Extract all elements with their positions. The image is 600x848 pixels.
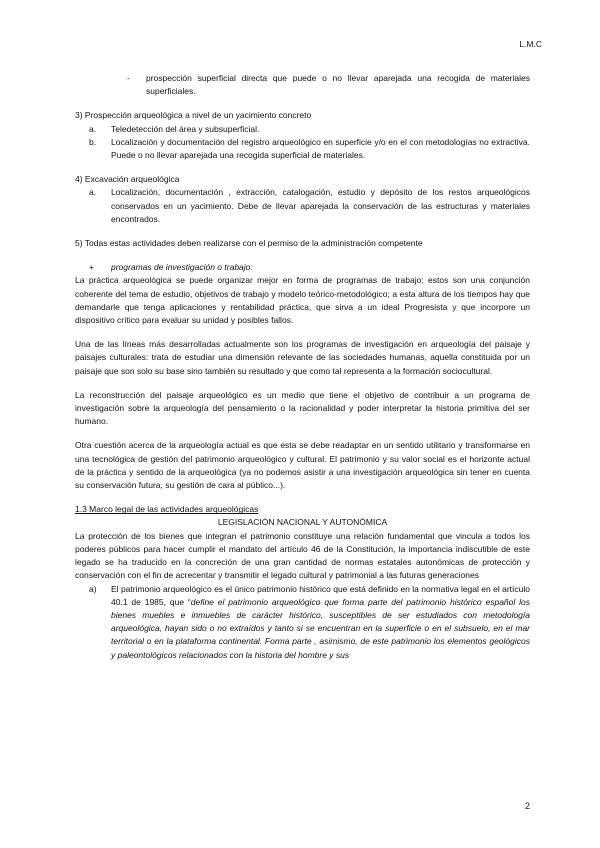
- section-1-3-title: 1.3 Marco legal de las actividades arqueológicas: [75, 504, 259, 515]
- legislation-paragraph: La protección de los bienes que integran el patrimonio constituye una relación fundamental que vincula a todos los poderes públicos para hacer cumplir el mandato del artículo 46 de la Constitución, la importancia indiscutible de este legado se ha traducido en la concreción de una gran cantidad de normas estatales autonómicas de protección y conservación con el fin de acrecentar y transmitir el legado cultural y patrimonial a las futuras generaciones: [75, 530, 530, 581]
- item-a-plain-text: El patrimonio arqueológico es el único patrimonio histórico que está definido en la normativa legal en el artículo 40.1 de 1985, que “: [111, 583, 530, 607]
- list-item-text: prospección superficial directa que puede o no llevar aparejada una recogida de materiales superficiales.: [146, 73, 530, 97]
- list-marker: a): [89, 583, 97, 594]
- list-item-text: Teledetección del área y subsuperficial.: [111, 123, 260, 134]
- list-marker: -: [127, 73, 130, 83]
- programs-heading: [75, 261, 530, 274]
- item-a-quoted-text: define el patrimonio arqueológico que forma parte del patrimonio histórico español los bienes muebles e inmuebles de carácter histórico, susceptibles de ser estudiados con metodología arqueológica, hayan sido o no extraídos y tanto si se encuentran en la superficie o en el subsuelo, en el mar territorial o en la plataforma continental. Forma parte , asimismo, de este patrimonio los elementos geológicos y paleontológicos relacionados con la historia del hombre y sus: [111, 596, 531, 660]
- intro-list-item: [75, 72, 530, 98]
- section3-item-a: [75, 123, 530, 136]
- programs-title: programas de investigación o trabajo:: [111, 262, 253, 273]
- programs-paragraph-4: Otra cuestión acerca de la arqueología actual es que esta se debe readaptar en un sentido utilitario y transformarse en una tecnológica de gestión del patrimonio arqueológico y cultural. El patrimonio y su valor social es el horizonte actual de la práctica y sentido de la arqueológica (ya no podemos asistir a una investigación arqueológica sin tener en cuenta su conservación futura, su gestión de cara al público...).: [75, 440, 530, 491]
- section4-item-a: [75, 186, 530, 226]
- legislation-item-a: [75, 583, 530, 662]
- list-item-text: Localización, documentación , extracción, catalogación, estudio y depósito de los restos arqueológicos conservados en un yacimiento. Debe de llevar aparejada la conservación de las estructuras y materiales encontrados.: [111, 187, 530, 224]
- list-item-text: [111, 583, 530, 662]
- programs-paragraph-1: La práctica arqueológica se puede organizar mejor en forma de programas de trabajo: estos son una conjunción coherente del tema de estudio, objetivos de trabajo y modelo teórico-metodológico; a esta altura de los tiempos hay que demandarle que tenga aplicaciones y rentabilidad práctica, que sirva a un ideal Progresista y que incorpore un dispositivo crítico para evaluar su unidad y posibles fallos.: [75, 275, 530, 326]
- section3-heading: 3) Prospección arqueológica a nivel de un yacimiento concreto: [75, 110, 312, 121]
- list-marker: b.: [89, 136, 97, 147]
- page-content: [75, 72, 530, 662]
- section4-heading: 4) Excavación arqueológica: [75, 174, 180, 185]
- list-marker: a.: [89, 123, 97, 134]
- programs-paragraph-3: La reconstrucción del paisaje arqueológico es un medio que tiene el objetivo de contribuir a un programa de investigación sobre la arqueología del pensamiento o la racionalidad y poder interpretar la historia primitiva del ser humano.: [75, 389, 530, 427]
- bullet-marker: +: [89, 262, 94, 273]
- section5-heading: 5) Todas estas actividades deben realizarse con el permiso de la administración competente: [75, 238, 423, 249]
- programs-paragraph-2: Una de las líneas más desarrolladas actualmente son los programas de investigación en arqueología del paisaje y paisajes culturales: trata de estudiar una dimensión relevante de las sociedades humanas, aquella constituida por un paisaje que son solo su base sino también su resultado y que como tal representa a la formación sociocultural.: [75, 339, 530, 376]
- legislation-subtitle: LEGISLACIÓN NACIONAL Y AUTONÓMICA: [217, 517, 388, 528]
- list-marker: a.: [89, 187, 97, 198]
- page-number: 2: [524, 801, 530, 811]
- section3-item-b: [75, 136, 530, 162]
- header-initials: L.M.C: [519, 39, 542, 49]
- list-item-text: Localización y documentación del registro arqueológico en superficie y/o en el con metodologías no extractiva. Puede o no llevar aparejada una recogida superficial de materiales.: [111, 136, 530, 161]
